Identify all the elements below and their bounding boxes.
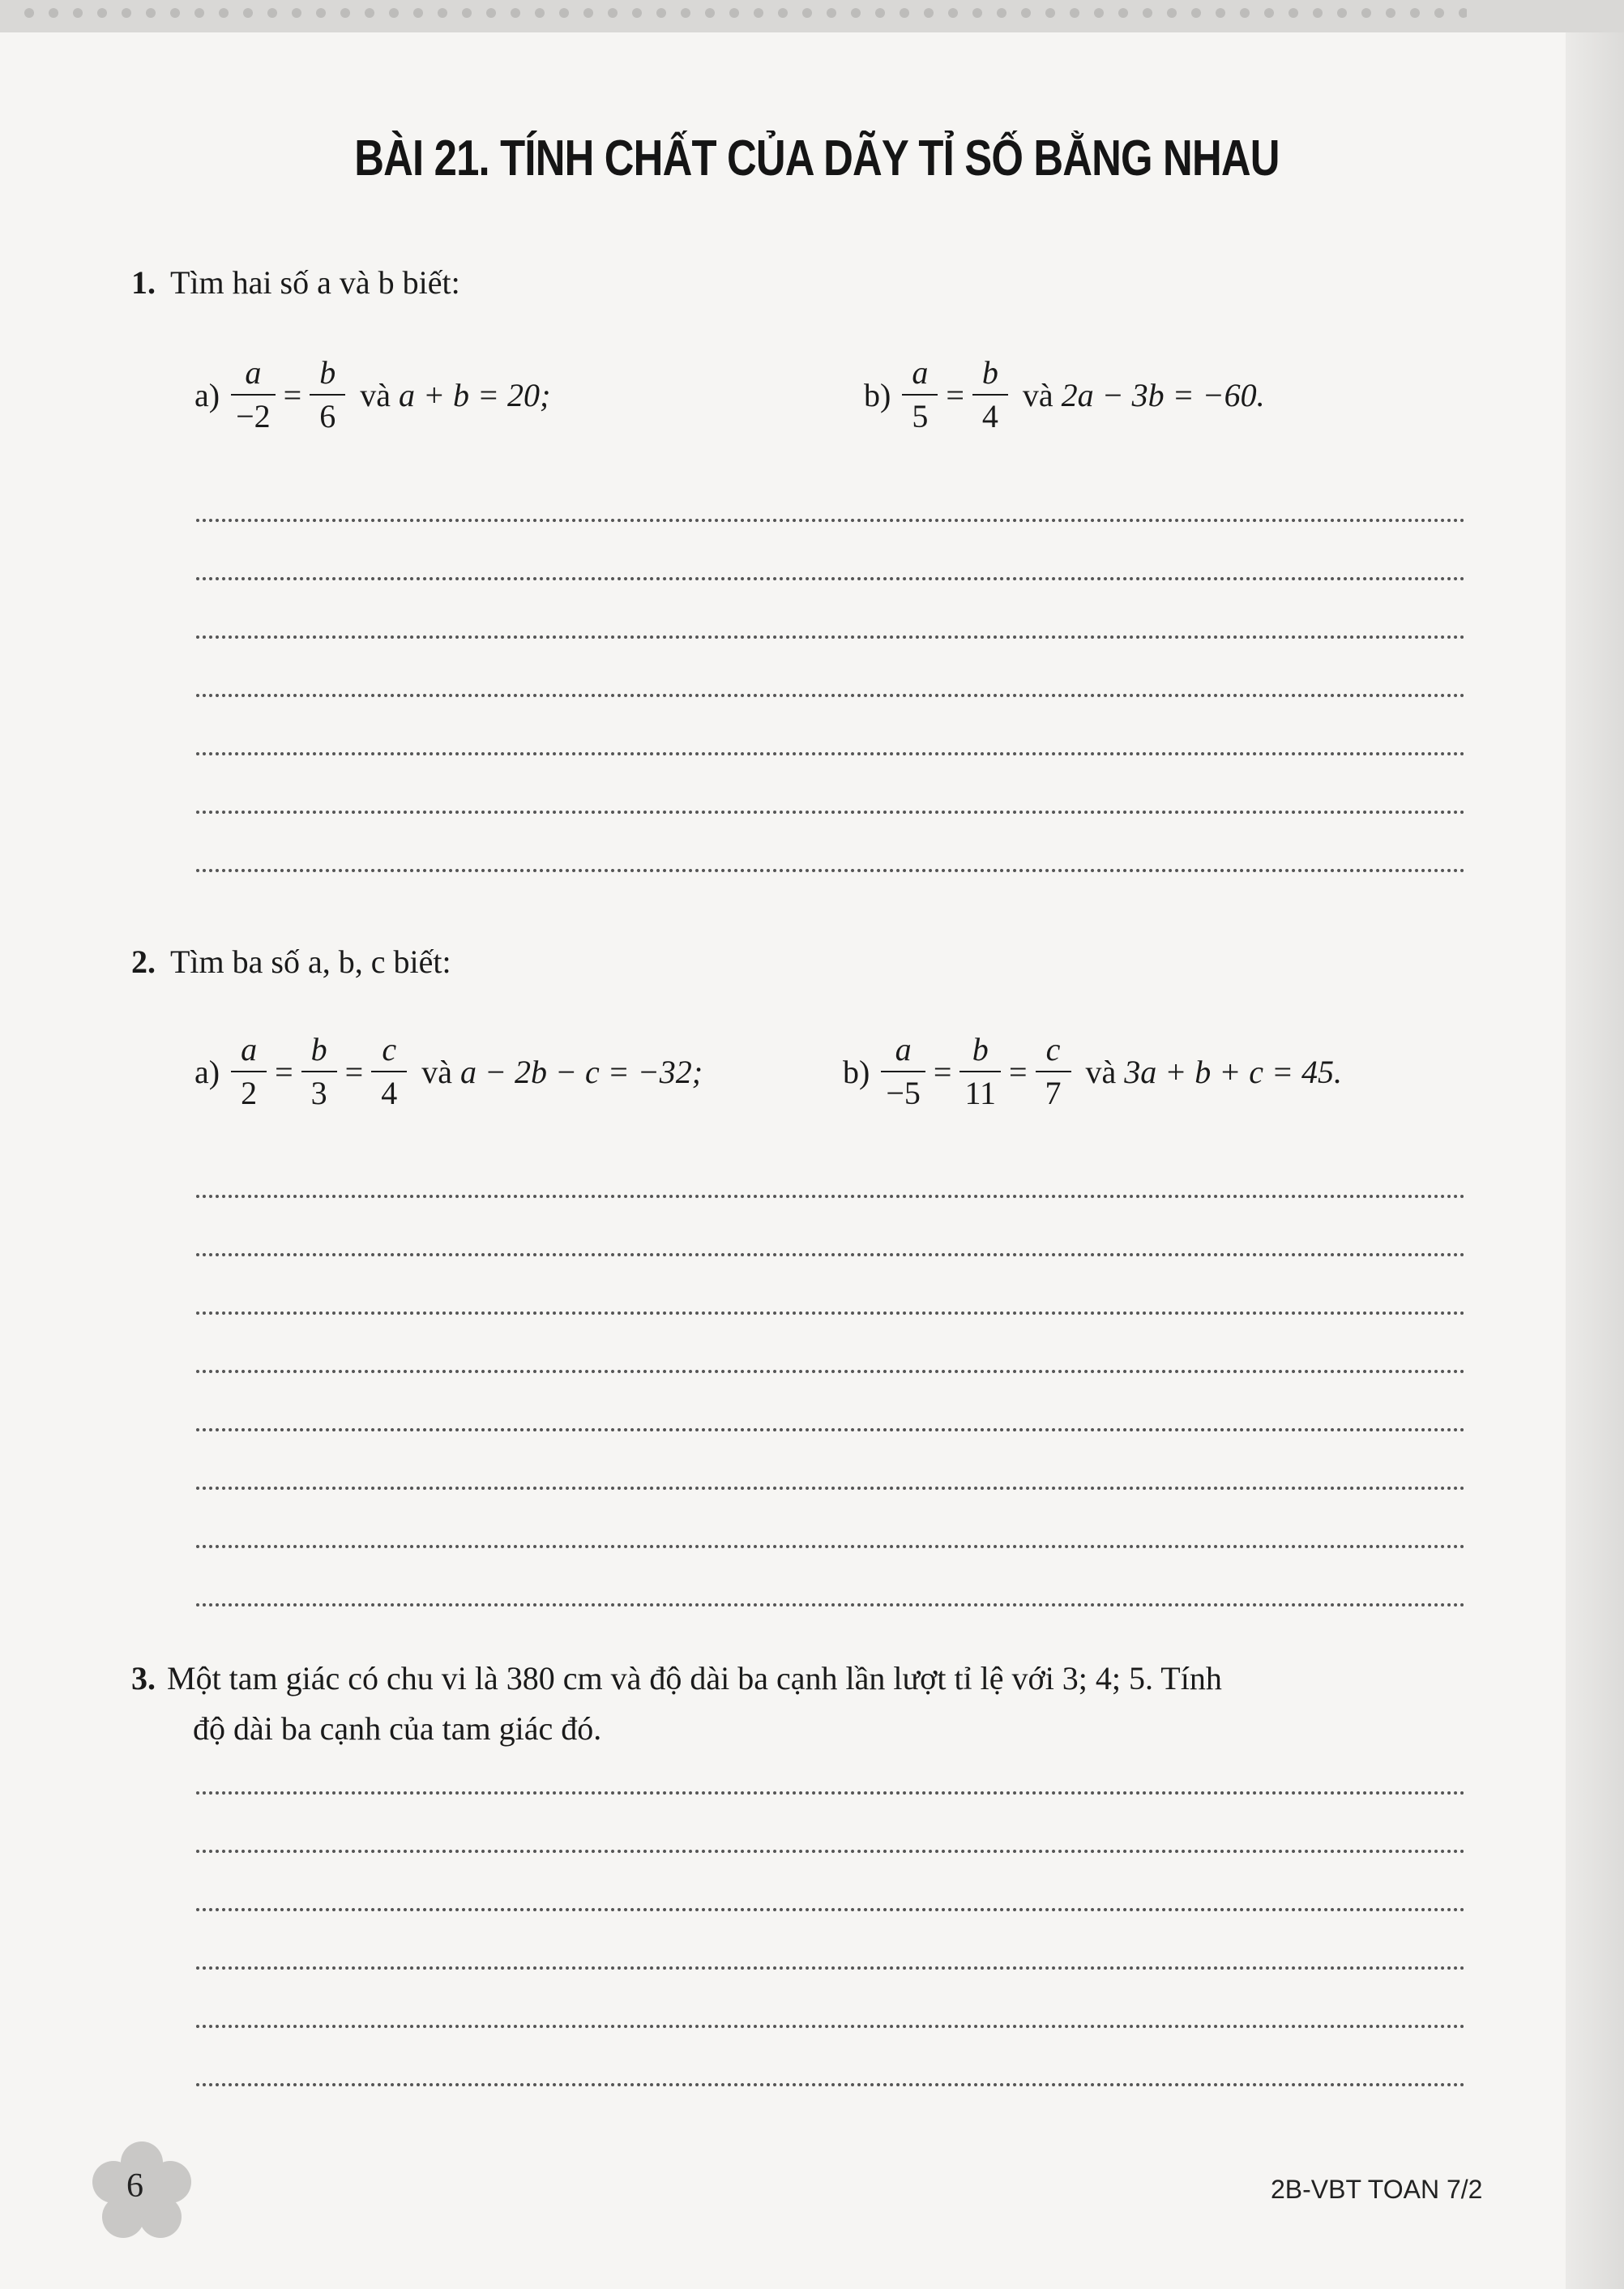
fraction: $\frac{b}{4}$ xyxy=(972,357,1008,433)
answer-line[interactable] xyxy=(196,2083,1465,2086)
connector-text: và xyxy=(1085,1053,1117,1090)
condition-expression: a + b = 20; xyxy=(398,376,551,413)
connector-text: và xyxy=(1022,376,1053,413)
question-3-text-line1: Một tam giác có chu vi là 380 cm và độ dài ba cạnh lần lượt tỉ lệ với 3; 4; 5. Tính xyxy=(167,1660,1222,1696)
condition-expression: 2a − 3b = −60. xyxy=(1061,376,1265,413)
equals-sign: = xyxy=(946,376,964,413)
book-code: 2B-VBT TOAN 7/2 xyxy=(1271,2175,1483,2204)
connector-text: và xyxy=(360,376,391,413)
fraction: $\frac{c}{7}$ xyxy=(1036,1033,1071,1110)
answer-line[interactable] xyxy=(196,1966,1465,1970)
part-label: b) xyxy=(843,1053,870,1090)
question-number: 3. xyxy=(131,1660,156,1696)
equals-sign: = xyxy=(344,1053,364,1090)
equals-sign: = xyxy=(275,1053,293,1090)
answer-line[interactable] xyxy=(196,1370,1465,1373)
question-1-heading xyxy=(131,263,460,302)
part-label: a) xyxy=(194,1053,220,1090)
answer-line[interactable] xyxy=(196,1850,1465,1853)
answer-line[interactable] xyxy=(196,635,1465,639)
answer-line[interactable] xyxy=(196,1908,1465,1911)
equals-sign: = xyxy=(1008,1053,1028,1090)
answer-line[interactable] xyxy=(196,752,1465,755)
answer-line[interactable] xyxy=(196,519,1465,522)
answer-line[interactable] xyxy=(196,1791,1465,1795)
answer-line[interactable] xyxy=(196,2025,1465,2028)
answer-line[interactable] xyxy=(196,1487,1465,1490)
question-number: 1. xyxy=(131,264,156,301)
fraction: $\frac{a}{5}$ xyxy=(902,357,938,433)
answer-line[interactable] xyxy=(196,1428,1465,1431)
answer-line[interactable] xyxy=(196,1195,1465,1198)
question-3-text-line2: độ dài ba cạnh của tam giác đó. xyxy=(193,1710,602,1747)
fraction: $\frac{b}{3}$ xyxy=(301,1033,337,1110)
condition-expression: 3a + b + c = 45. xyxy=(1124,1053,1343,1090)
lesson-title: BÀI 21. TÍNH CHẤT CỦA DÃY TỈ SỐ BẰNG NHAU xyxy=(354,130,1280,186)
page-number: 6 xyxy=(126,2167,143,2205)
dot-border xyxy=(24,8,1467,23)
question-1-prompt: Tìm hai số a và b biết: xyxy=(170,264,460,301)
question-number: 2. xyxy=(131,943,156,980)
question-1b xyxy=(864,354,1265,434)
fraction: $\frac{c}{4}$ xyxy=(371,1033,407,1110)
top-decorative-strip xyxy=(0,0,1624,32)
question-2a xyxy=(194,1033,703,1110)
condition-expression: a − 2b − c = −32; xyxy=(459,1053,703,1090)
answer-line[interactable] xyxy=(196,577,1465,580)
fraction: $\frac{b}{11}$ xyxy=(959,1033,1001,1110)
answer-line[interactable] xyxy=(196,869,1465,872)
question-2-heading xyxy=(131,943,451,981)
equals-sign: = xyxy=(933,1053,952,1090)
question-1a xyxy=(194,354,551,434)
equals-sign: = xyxy=(283,376,302,413)
fraction: $\frac{a}{-2}$ xyxy=(231,357,276,433)
question-3 xyxy=(131,1654,1477,1754)
fraction: $\frac{a}{-5}$ xyxy=(881,1033,925,1110)
answer-line[interactable] xyxy=(196,1311,1465,1315)
answer-line[interactable] xyxy=(196,694,1465,697)
part-label: b) xyxy=(864,376,891,413)
answer-line[interactable] xyxy=(196,1603,1465,1607)
page-edge-shadow xyxy=(1566,32,1624,2289)
answer-line[interactable] xyxy=(196,1545,1465,1548)
answer-line[interactable] xyxy=(196,811,1465,814)
fraction: $\frac{b}{6}$ xyxy=(310,357,345,433)
question-2-prompt: Tìm ba số a, b, c biết: xyxy=(170,943,451,980)
connector-text: và xyxy=(421,1053,452,1090)
fraction: $\frac{a}{2}$ xyxy=(231,1033,267,1110)
answer-line[interactable] xyxy=(196,1253,1465,1256)
question-2b xyxy=(843,1033,1342,1110)
part-label: a) xyxy=(194,376,220,413)
